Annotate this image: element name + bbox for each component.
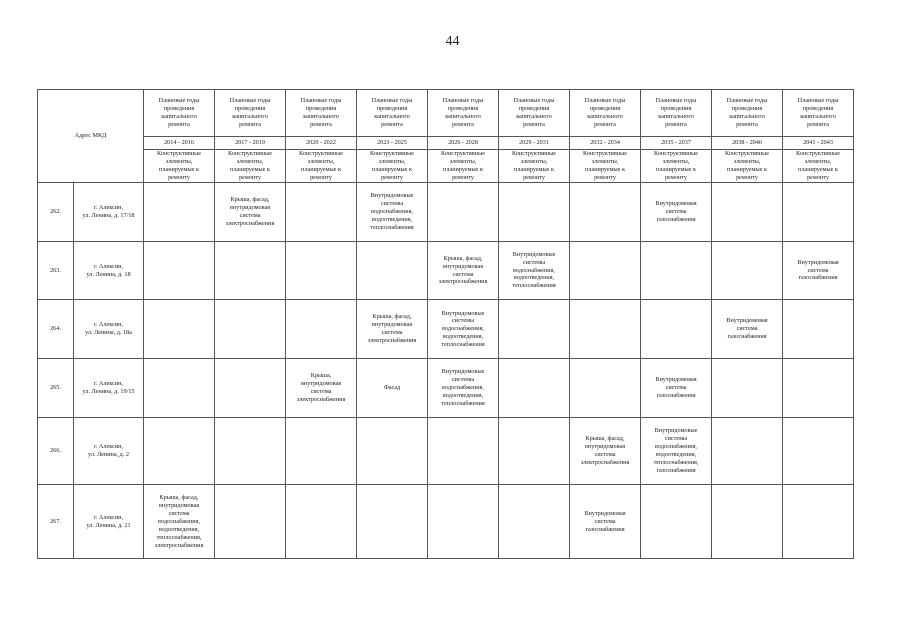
- capital-repair-plan-table: [37, 89, 854, 559]
- repair-element-line: Фасад: [383, 384, 401, 392]
- elements-caption-text: Конструктивные: [228, 150, 272, 157]
- period-caption-text: проведения: [518, 105, 550, 113]
- repair-elements-cell: [144, 359, 215, 418]
- table-body: [38, 182, 854, 558]
- table-row: [38, 418, 854, 485]
- repair-element-line: водоснабжения,: [655, 443, 697, 451]
- period-caption-text: капитального: [445, 113, 481, 120]
- repair-elements-cell: [144, 418, 215, 485]
- repair-elements-cell: [783, 418, 854, 485]
- repair-element-line: системы: [522, 258, 546, 266]
- elements-caption-text: ремонту: [452, 173, 474, 181]
- repair-element-line: система: [594, 451, 616, 459]
- period-caption-cell: [499, 90, 570, 137]
- repair-element-line: Внутридомовые: [441, 309, 485, 317]
- repair-element-line: система: [665, 384, 687, 392]
- repair-elements-cell: [215, 359, 286, 418]
- period-caption-text: капитального: [161, 113, 197, 120]
- table-row: [38, 241, 854, 300]
- elements-caption-text: элементы,: [449, 157, 477, 165]
- repair-elements-cell: [570, 359, 641, 418]
- repair-elements-cell: [641, 241, 712, 300]
- period-caption-text: ремонта: [523, 120, 545, 128]
- period-caption-text: ремонта: [381, 120, 403, 128]
- repair-element-line: электроснабжения: [154, 541, 204, 549]
- repair-elements-cell: [570, 241, 641, 300]
- repair-elements-cell: [144, 485, 215, 559]
- period-caption-text: ремонта: [239, 120, 261, 128]
- repair-element-line: теплоснабжения: [512, 282, 556, 290]
- repair-elements-cell: [570, 485, 641, 559]
- repair-element-line: системы: [380, 199, 404, 207]
- repair-elements-cell: [286, 300, 357, 359]
- period-caption-text: проведения: [376, 105, 408, 113]
- repair-elements-cell: [783, 241, 854, 300]
- elements-caption-text: ремонту: [665, 173, 687, 181]
- period-caption-cell: [428, 90, 499, 137]
- repair-element-line: водоотведения,: [371, 215, 413, 223]
- page-number: 44: [445, 34, 460, 49]
- repair-elements-cell: [215, 300, 286, 359]
- period-caption-cell: [357, 90, 428, 137]
- repair-elements-cell: [712, 182, 783, 241]
- repair-element-line: водоснабжения,: [513, 266, 555, 274]
- elements-caption-text: Конструктивные: [512, 150, 556, 157]
- address-line: г. Алексин,: [94, 380, 124, 388]
- elements-caption-text: ремонту: [594, 173, 616, 181]
- repair-element-line: водоснабжения,: [442, 325, 484, 333]
- repair-element-line: системы: [451, 317, 475, 325]
- repair-elements-cell: [286, 359, 357, 418]
- repair-element-line: Внутридомовые: [512, 250, 556, 258]
- table-row: [38, 485, 854, 559]
- repair-element-line: теплоснабжения: [441, 400, 485, 408]
- elements-caption-text: ремонту: [310, 173, 332, 181]
- elements-caption-cell: [712, 150, 783, 183]
- repair-elements-cell: [641, 182, 712, 241]
- elements-caption-text: планируемые к: [585, 165, 625, 173]
- repair-element-line: внутридомовая: [371, 321, 413, 329]
- repair-element-line: теплоснабжения: [370, 223, 414, 231]
- address-line: г. Алексин,: [94, 513, 124, 521]
- repair-elements-cell: [428, 418, 499, 485]
- repair-element-line: водоснабжения,: [158, 517, 200, 525]
- elements-caption-cell: [428, 150, 499, 183]
- repair-elements-cell: [357, 359, 428, 418]
- repair-elements-cell: [357, 241, 428, 300]
- address-line: ул. Ленина, д. 19/15: [82, 388, 135, 396]
- elements-caption-cell: [499, 150, 570, 183]
- elements-caption-text: планируемые к: [372, 165, 412, 173]
- address-line: ул. Ленина, д. 18а: [85, 329, 132, 337]
- elements-caption-text: элементы,: [378, 157, 406, 165]
- repair-element-line: Внутридомовая: [655, 199, 697, 207]
- repair-element-line: система: [736, 325, 758, 333]
- period-caption-text: ремонта: [310, 120, 332, 128]
- repair-element-line: водоотведения,: [442, 333, 484, 341]
- elements-caption-text: ремонту: [523, 173, 545, 181]
- period-caption-text: проведения: [731, 105, 763, 113]
- row-number: 263.: [38, 241, 74, 300]
- elements-caption-text: элементы,: [662, 157, 690, 165]
- period-caption-cell: [215, 90, 286, 137]
- repair-element-line: внутридомовая: [300, 380, 342, 388]
- elements-caption-text: планируемые к: [514, 165, 554, 173]
- period-range-cell: 2026 - 2028: [428, 137, 499, 150]
- repair-element-line: теплоснабжения: [441, 341, 485, 349]
- period-caption-text: Плановые годы: [371, 97, 413, 105]
- row-address: [74, 418, 144, 485]
- elements-caption-text: элементы,: [236, 157, 264, 165]
- period-caption-text: ремонта: [736, 120, 758, 128]
- elements-caption-text: планируемые к: [798, 165, 838, 173]
- elements-caption-text: элементы,: [591, 157, 619, 165]
- elements-caption-text: планируемые к: [159, 165, 199, 173]
- repair-element-line: система: [452, 270, 474, 278]
- period-caption-text: Плановые годы: [797, 97, 839, 105]
- repair-elements-cell: [499, 300, 570, 359]
- elements-caption-text: элементы,: [165, 157, 193, 165]
- row-address: [74, 182, 144, 241]
- elements-caption-text: Конструктивные: [583, 150, 627, 157]
- period-range-cell: 2038 - 2040: [712, 137, 783, 150]
- period-caption-cell: [712, 90, 783, 137]
- elements-caption-text: Конструктивные: [796, 150, 840, 157]
- period-caption-text: Плановые годы: [229, 97, 271, 105]
- table-header: [38, 90, 854, 183]
- elements-caption-cell: [357, 150, 428, 183]
- repair-elements-cell: [570, 418, 641, 485]
- repair-elements-cell: [570, 182, 641, 241]
- repair-elements-cell: [144, 241, 215, 300]
- repair-elements-cell: [499, 359, 570, 418]
- repair-element-line: Внутридомовые: [441, 368, 485, 376]
- repair-element-line: система: [310, 388, 332, 396]
- repair-elements-cell: [357, 300, 428, 359]
- repair-elements-cell: [286, 418, 357, 485]
- elements-caption-text: Конструктивные: [654, 150, 698, 157]
- row-number: 262.: [38, 182, 74, 241]
- repair-element-line: внутридомовая: [229, 203, 271, 211]
- elements-caption-text: элементы,: [307, 157, 335, 165]
- repair-element-line: внутридомовая: [584, 443, 626, 451]
- period-caption-text: ремонта: [452, 120, 474, 128]
- address-line: ул. Ленина, д. 17/18: [82, 211, 135, 219]
- elements-caption-text: ремонту: [736, 173, 758, 181]
- repair-element-line: Крыша, фасад,: [159, 493, 199, 501]
- row-number: 264.: [38, 300, 74, 359]
- period-caption-text: Плановые годы: [513, 97, 555, 105]
- repair-elements-cell: [357, 182, 428, 241]
- elements-caption-text: ремонту: [381, 173, 403, 181]
- period-caption-text: проведения: [234, 105, 266, 113]
- repair-elements-cell: [570, 300, 641, 359]
- period-caption-text: ремонта: [665, 120, 687, 128]
- elements-caption-text: элементы,: [804, 157, 832, 165]
- repair-element-line: электроснабжения: [367, 337, 417, 345]
- repair-elements-cell: [428, 485, 499, 559]
- period-caption-cell: [286, 90, 357, 137]
- repair-element-line: теплоснабжения,: [156, 533, 202, 541]
- repair-element-line: система: [594, 517, 616, 525]
- period-caption-text: проведения: [163, 105, 195, 113]
- elements-caption-cell: [783, 150, 854, 183]
- repair-elements-cell: [712, 359, 783, 418]
- elements-caption-text: элементы,: [520, 157, 548, 165]
- repair-element-line: системы: [664, 435, 688, 443]
- repair-element-line: газоснабжения: [798, 274, 838, 282]
- address-column-header: Адрес МКД: [38, 90, 144, 183]
- period-caption-text: проведения: [660, 105, 692, 113]
- period-range-cell: 2032 - 2034: [570, 137, 641, 150]
- repair-elements-cell: [499, 241, 570, 300]
- repair-elements-cell: [641, 418, 712, 485]
- repair-elements-cell: [499, 182, 570, 241]
- elements-caption-text: Конструктивные: [441, 150, 485, 157]
- repair-element-line: Внутридомовая: [797, 258, 839, 266]
- repair-element-line: Крыша, фасад,: [230, 195, 270, 203]
- elements-caption-cell: [144, 150, 215, 183]
- period-caption-text: Плановые годы: [584, 97, 626, 105]
- period-caption-text: капитального: [232, 113, 268, 120]
- repair-element-line: система: [665, 207, 687, 215]
- repair-element-line: теплоснабжения,: [653, 459, 699, 467]
- period-caption-text: ремонта: [594, 120, 616, 128]
- elements-caption-cell: [215, 150, 286, 183]
- repair-elements-cell: [428, 300, 499, 359]
- repair-element-line: системы: [451, 376, 475, 384]
- address-line: ул. Ленина, д. 18: [86, 270, 131, 278]
- repair-element-line: газоснабжения: [585, 525, 625, 533]
- repair-elements-cell: [215, 418, 286, 485]
- elements-caption-text: Конструктивные: [299, 150, 343, 157]
- period-range-cell: 2020 - 2022: [286, 137, 357, 150]
- repair-elements-cell: [144, 300, 215, 359]
- address-line: г. Алексин,: [94, 443, 124, 451]
- row-address: [74, 300, 144, 359]
- repair-elements-cell: [712, 485, 783, 559]
- address-line: г. Алексин,: [94, 203, 124, 211]
- address-line: ул. Ленина, д. 2: [88, 451, 130, 459]
- period-range-cell: 2041 - 2043: [783, 137, 854, 150]
- period-caption-text: капитального: [800, 113, 836, 120]
- period-caption-cell: [783, 90, 854, 137]
- repair-element-line: электроснабжения: [296, 396, 346, 404]
- elements-caption-text: Конструктивные: [725, 150, 769, 157]
- period-caption-text: проведения: [802, 105, 834, 113]
- elements-caption-text: планируемые к: [443, 165, 483, 173]
- repair-elements-cell: [641, 359, 712, 418]
- period-range-cell: 2023 - 2025: [357, 137, 428, 150]
- period-range-cell: 2017 - 2019: [215, 137, 286, 150]
- repair-element-line: система: [381, 329, 403, 337]
- period-caption-text: капитального: [587, 113, 623, 120]
- repair-element-line: электроснабжения: [225, 219, 275, 227]
- period-caption-text: капитального: [729, 113, 765, 120]
- repair-elements-cell: [215, 485, 286, 559]
- repair-elements-cell: [499, 418, 570, 485]
- repair-element-line: водоотведения,: [513, 274, 555, 282]
- repair-elements-cell: [783, 485, 854, 559]
- repair-elements-cell: [783, 359, 854, 418]
- repair-element-line: Крыша,: [310, 372, 332, 380]
- repair-element-line: Внутридомовая: [584, 509, 626, 517]
- period-caption-text: ремонта: [807, 120, 829, 128]
- period-caption-text: капитального: [658, 113, 694, 120]
- elements-caption-text: планируемые к: [301, 165, 341, 173]
- repair-element-line: водоснабжения,: [442, 384, 484, 392]
- repair-elements-cell: [428, 182, 499, 241]
- row-address: [74, 359, 144, 418]
- repair-element-line: система: [168, 509, 190, 517]
- repair-elements-cell: [712, 300, 783, 359]
- repair-element-line: Внутридомовые: [370, 191, 414, 199]
- elements-caption-text: ремонту: [807, 173, 829, 181]
- period-range-cell: 2029 - 2031: [499, 137, 570, 150]
- table-row: [38, 182, 854, 241]
- repair-element-line: внутридомовая: [442, 262, 484, 270]
- repair-element-line: Крыша, фасад,: [372, 313, 412, 321]
- address-line: г. Алексин,: [94, 321, 124, 329]
- repair-element-line: водоснабжения,: [371, 207, 413, 215]
- repair-element-line: Крыша, фасад,: [585, 435, 625, 443]
- elements-caption-text: Конструктивные: [370, 150, 414, 157]
- repair-elements-cell: [499, 485, 570, 559]
- repair-element-line: газоснабжения: [727, 333, 767, 341]
- row-address: [74, 485, 144, 559]
- repair-elements-cell: [286, 241, 357, 300]
- repair-element-line: система: [807, 266, 829, 274]
- period-caption-cell: [641, 90, 712, 137]
- elements-caption-text: планируемые к: [230, 165, 270, 173]
- repair-elements-cell: [357, 485, 428, 559]
- elements-caption-cell: [641, 150, 712, 183]
- table-row: [38, 359, 854, 418]
- repair-element-line: система: [239, 211, 261, 219]
- elements-caption-cell: [570, 150, 641, 183]
- repair-element-line: Внутридомовая: [655, 376, 697, 384]
- table-row: [38, 300, 854, 359]
- period-caption-cell: [570, 90, 641, 137]
- repair-element-line: водоотведения,: [655, 451, 697, 459]
- repair-element-line: Внутридомовые: [654, 427, 698, 435]
- period-caption-text: Плановые годы: [726, 97, 768, 105]
- repair-element-line: водоотведения,: [442, 392, 484, 400]
- repair-elements-cell: [783, 300, 854, 359]
- repair-elements-cell: [641, 300, 712, 359]
- period-range-cell: 2014 - 2016: [144, 137, 215, 150]
- period-caption-text: Плановые годы: [442, 97, 484, 105]
- repair-elements-cell: [357, 418, 428, 485]
- repair-element-line: Внутридомовая: [726, 317, 768, 325]
- repair-element-line: газоснабжения: [656, 215, 696, 223]
- elements-caption-text: элементы,: [733, 157, 761, 165]
- repair-element-line: Крыша, фасад,: [443, 254, 483, 262]
- period-caption-text: капитального: [374, 113, 410, 120]
- period-caption-text: ремонта: [168, 120, 190, 128]
- period-caption-cell: [144, 90, 215, 137]
- repair-elements-cell: [144, 182, 215, 241]
- elements-caption-cell: [286, 150, 357, 183]
- period-caption-text: Плановые годы: [655, 97, 697, 105]
- period-range-cell: 2035 - 2037: [641, 137, 712, 150]
- period-caption-text: проведения: [305, 105, 337, 113]
- repair-elements-cell: [783, 182, 854, 241]
- row-number: 267.: [38, 485, 74, 559]
- repair-elements-cell: [215, 182, 286, 241]
- period-caption-text: капитального: [303, 113, 339, 120]
- elements-caption-text: планируемые к: [727, 165, 767, 173]
- repair-elements-cell: [712, 418, 783, 485]
- period-caption-text: проведения: [589, 105, 621, 113]
- repair-elements-cell: [215, 241, 286, 300]
- repair-elements-cell: [286, 182, 357, 241]
- repair-element-line: газоснабжения: [656, 392, 696, 400]
- row-number: 265.: [38, 359, 74, 418]
- repair-elements-cell: [428, 359, 499, 418]
- repair-element-line: внутридомовая: [158, 501, 200, 509]
- elements-caption-text: планируемые к: [656, 165, 696, 173]
- repair-element-line: водоотведения,: [158, 525, 200, 533]
- repair-elements-cell: [428, 241, 499, 300]
- address-line: г. Алексин,: [94, 262, 124, 270]
- repair-elements-cell: [286, 485, 357, 559]
- repair-elements-cell: [641, 485, 712, 559]
- repair-element-line: газоснабжения: [656, 467, 696, 475]
- period-caption-text: проведения: [447, 105, 479, 113]
- address-line: ул. Ленина, д. 21: [86, 521, 131, 529]
- elements-caption-text: ремонту: [168, 173, 190, 181]
- repair-element-line: электроснабжения: [580, 459, 630, 467]
- period-caption-text: капитального: [516, 113, 552, 120]
- row-number: 266.: [38, 418, 74, 485]
- elements-caption-text: Конструктивные: [157, 150, 201, 157]
- period-caption-text: Плановые годы: [158, 97, 200, 105]
- repair-element-line: электроснабжения: [438, 278, 488, 286]
- row-address: [74, 241, 144, 300]
- elements-caption-text: ремонту: [239, 173, 261, 181]
- repair-elements-cell: [712, 241, 783, 300]
- period-caption-text: Плановые годы: [300, 97, 342, 105]
